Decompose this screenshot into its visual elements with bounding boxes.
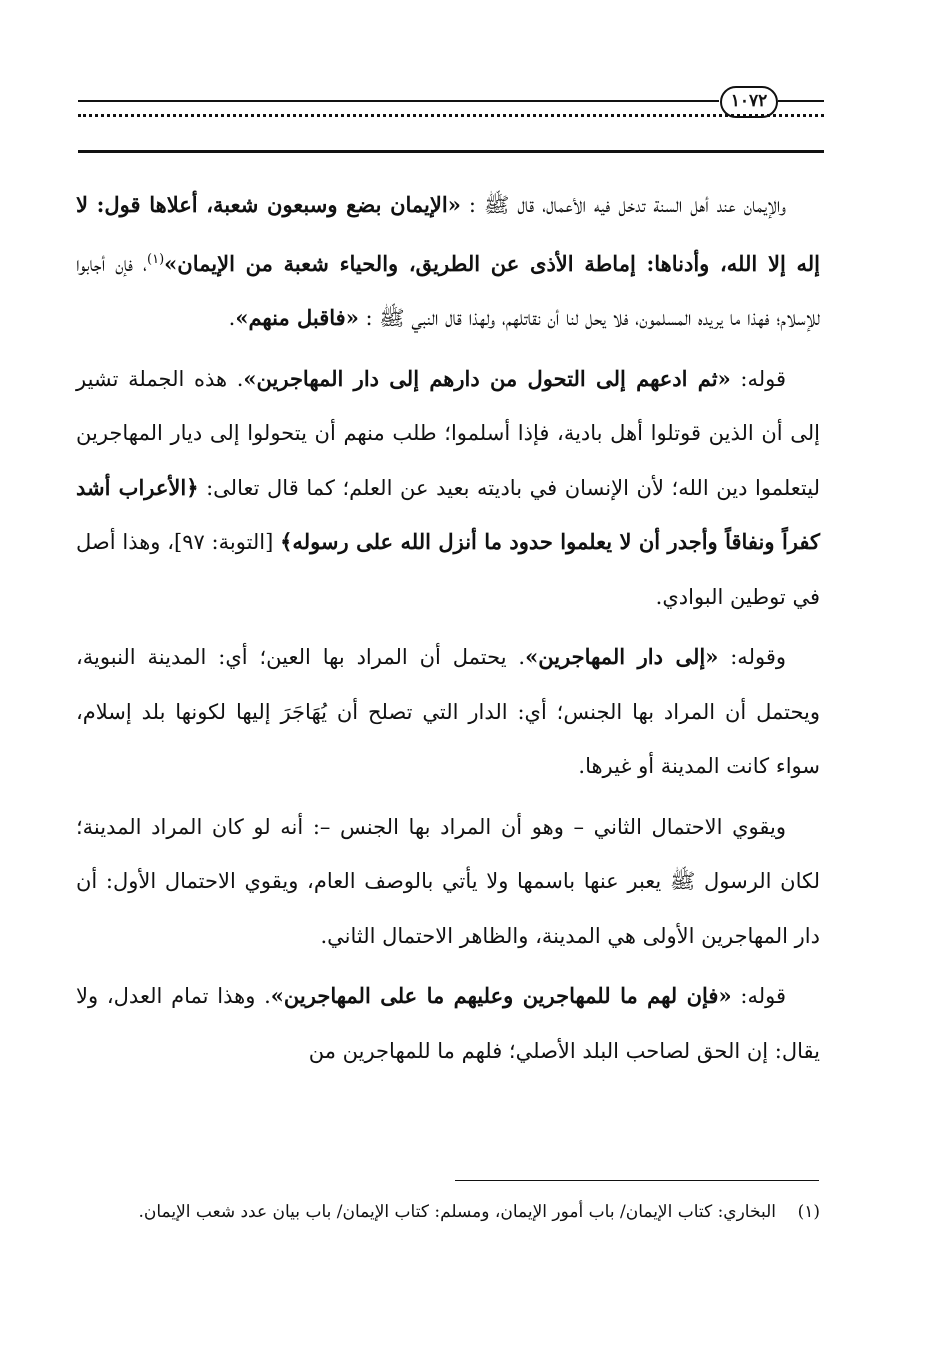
text-segment: . يحتمل أن المراد بها العين؛ أي: المدينة النبوية، ويحتمل أن المراد بها الجنس؛ أي: الدار التي تصلح أن يُهَاجَرَ إليها لكونها بلد إسلام، سواء كانت المدينة أو غيرها. [76, 645, 820, 778]
quoted-text: «فإن لهم ما للمهاجرين وعليهم ما على المهاجرين» [270, 983, 732, 1008]
text-segment: [التوبة: ٩٧]، وهذا أصل في توطين البوادي. [76, 530, 820, 609]
header-dotted-rule [78, 114, 824, 131]
footnote-separator [455, 1180, 819, 1181]
text-segment: وقوله: [718, 645, 786, 669]
quoted-text: «إلى دار المهاجرين» [525, 644, 719, 669]
quoted-text: ﴿الأعراب أشد كفراً ونفاقاً وأجدر أن لا يعلموا حدود ما أنزل الله على رسوله﴾ [76, 474, 820, 554]
text-segment: ويقوي الاحتمال الثاني – وهو أن المراد بها الجنس –: أنه لو كان المراد المدينة؛ لكان الرسول ﷺ يعبر عنها باسمها ولا يأتي بالوصف العام، ويقوي الاحتمال الأول: أن دار المهاجرين الأولى هي المدينة، والظاهر الاحتمال الثاني. [76, 814, 820, 948]
text-segment: . هذه الجملة تشير إلى أن الذين قوتلوا أهل بادية، فإذا أسلموا؛ طلب منهم أن يتحولوا إلى ديار المهاجرين ليتعلموا دين الله؛ لأن الإنسان في باديته بعيد عن العلم؛ كما قال تعالى: [76, 366, 820, 500]
text-segment: . [228, 306, 236, 330]
header-bottom-rule [78, 150, 824, 153]
header-rule-tail [778, 100, 824, 102]
text-segment: والإيمان عند أهل السنة تدخل فيه الأعمال، قال ﷺ : [460, 193, 786, 217]
paragraph [76, 352, 820, 625]
footnote-reference: (١) [147, 251, 165, 267]
paragraph [76, 969, 820, 1078]
text-segment: . وهذا تمام العدل، ولا يقال: إن الحق لصاحب البلد الأصلي؛ فلهم ما للمهاجرين من [76, 984, 820, 1063]
page-header [78, 84, 824, 154]
text-segment: ، فإن أجابوا للإسلام؛ فهذا ما يريده المسلمون، فلا يحل لنا أن نقاتلهم، ولهذا قال النبي ﷺ : [76, 251, 820, 330]
footnote [78, 1196, 820, 1228]
quoted-text: «ثم ادعهم إلى التحول من دارهم إلى دار المهاجرين» [243, 365, 731, 391]
quoted-text: «الإيمان بضع وسبعون شعبة، أعلاها قول: لا إله إلا الله، وأدناها: إماطة الأذى عن الطريق، والحياء شعبة من الإيمان» [76, 192, 820, 276]
footnote-text: البخاري: كتاب الإيمان/ باب أمور الإيمان، ومسلم: كتاب الإيمان/ باب بيان عدد شعب الإيمان. [138, 1202, 776, 1222]
quoted-text: «فاقبل منهم» [235, 305, 359, 330]
footnote-number: (١) [797, 1202, 820, 1222]
paragraph [76, 630, 820, 794]
paragraph [76, 178, 820, 346]
paragraph [76, 800, 820, 964]
body-text [76, 178, 820, 1078]
text-segment: قوله: [730, 366, 786, 391]
text-segment: قوله: [731, 984, 786, 1008]
header-rule [78, 100, 719, 102]
page-number: ١٠٧٢ [720, 86, 778, 118]
